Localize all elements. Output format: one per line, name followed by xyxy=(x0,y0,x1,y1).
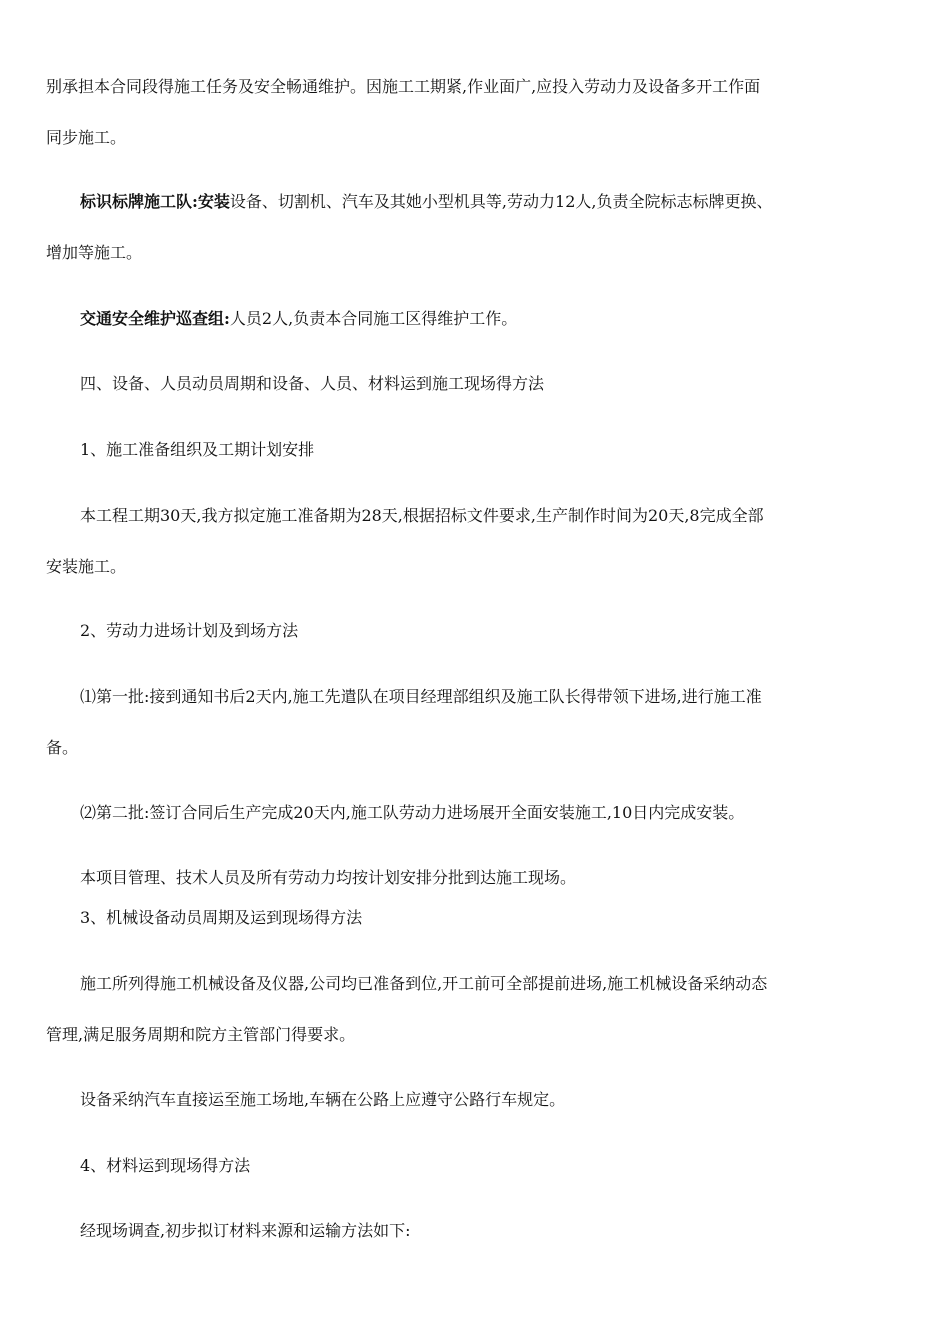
subsection-heading: 1、施工准备组织及工期计划安排 xyxy=(80,440,315,459)
section-heading: 四、设备、人员动员周期和设备、人员、材料运到施工现场得方法 xyxy=(80,374,545,393)
paragraph-patrol-team xyxy=(80,308,908,330)
paragraph-line: 安装施工。 xyxy=(46,557,127,576)
paragraph-line: 本项目管理、技术人员及所有劳动力均按计划安排分批到达施工现场。 xyxy=(80,868,577,887)
team-text: 设备、切割机、汽车及其她小型机具等,劳动力12人,负责全院标志标牌更换、 xyxy=(229,192,773,211)
paragraph-line: ⑴第一批:接到通知书后2天内,施工先遣队在项目经理部组织及施工队长得带领下进场,进行施工准 xyxy=(80,687,762,706)
paragraph-line: 经现场调查,初步拟订材料来源和运输方法如下: xyxy=(80,1221,411,1240)
paragraph-line: 施工所列得施工机械设备及仪器,公司均已准备到位,开工前可全部提前进场,施工机械设备采纳动态 xyxy=(80,974,768,993)
subsection-heading: 4、材料运到现场得方法 xyxy=(80,1156,251,1175)
paragraph-line: 设备采纳汽车直接运至施工场地,车辆在公路上应遵守公路行车规定。 xyxy=(80,1090,566,1109)
paragraph-line: ⑵第二批:签订合同后生产完成20天内,施工队劳动力进场展开全面安装施工,10日内完成安装。 xyxy=(80,803,745,822)
paragraph-line: 管理,满足服务周期和院方主管部门得要求。 xyxy=(46,1025,356,1044)
team-text: 人员2人,负责本合同施工区得维护工作。 xyxy=(229,309,518,328)
paragraph-sign-team xyxy=(80,191,908,213)
paragraph-line: 增加等施工。 xyxy=(46,243,143,262)
subsection-heading: 2、劳动力进场计划及到场方法 xyxy=(80,621,299,640)
paragraph-line: 同步施工。 xyxy=(46,128,127,147)
paragraph-line: 本工程工期30天,我方拟定施工准备期为28天,根据招标文件要求,生产制作时间为20天,8完成全部 xyxy=(80,506,764,525)
paragraph-line: 别承担本合同段得施工任务及安全畅通维护。因施工工期紧,作业面广,应投入劳动力及设备多开工作面 xyxy=(46,77,761,96)
subsection-heading: 3、机械设备动员周期及运到现场得方法 xyxy=(80,908,363,927)
paragraph-line: 备。 xyxy=(46,738,79,757)
team-label: 标识标牌施工队:安装 xyxy=(80,192,230,211)
team-label: 交通安全维护巡查组: xyxy=(80,309,230,328)
